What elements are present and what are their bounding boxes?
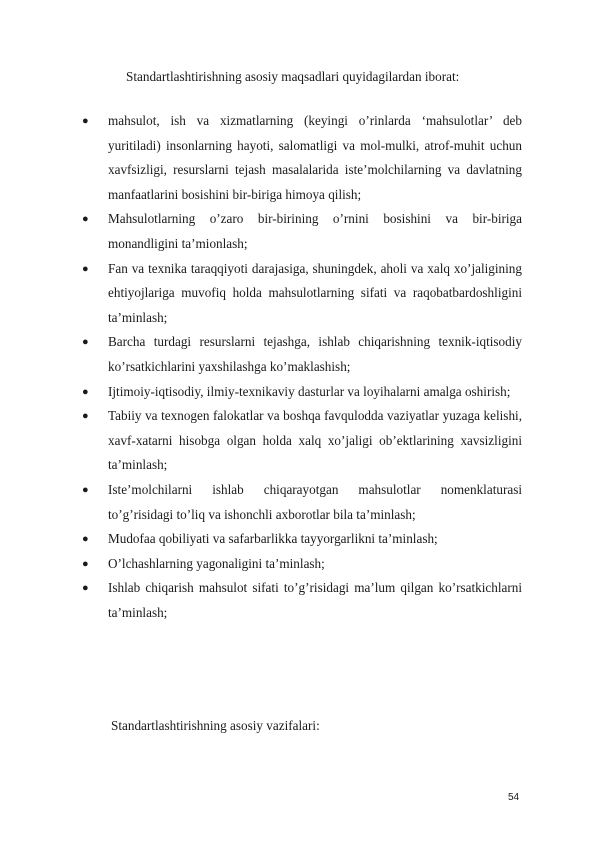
list-item-text: O’lchashlarning yagonaligini ta’minlash; [108,555,325,571]
list-item [81,527,522,552]
bullet-icon: ● [82,385,89,398]
list-item-text: Mudofaa qobiliyati va safarbarlikka tayyorgarlikni ta’minlash; [108,531,438,547]
list-item [81,576,522,625]
goals-list [81,109,522,625]
section-heading-tasks: Standartlashtirishning asosiy vazifalari: [111,718,320,733]
intro-paragraph: Standartlashtirishning asosiy maqsadlari quyidagilardan iborat: [126,69,460,84]
page-number: 54 [508,792,520,803]
list-item-text: Iste’molchilarni ishlab chiqarayotgan mahsulotlar nomenklaturasi to’g’risidagi to’liq va ishonchli axborotlar bila ta’minlash; [108,481,522,522]
bullet-icon: ● [82,336,89,349]
bullet-icon: ● [82,533,89,546]
list-item-text: Fan va texnika taraqqiyoti darajasiga, shuningdek, aholi va xalq xo’jaligining ehtiyojlariga muvofiq holda mahsulotlarning sifati va raqobatbardoshligini ta’minlash; [108,260,522,325]
list-item [81,330,522,379]
list-item-text: Ijtimoiy-iqtisodiy, ilmiy-texnikaviy dasturlar va loyihalarni amalga oshirish; [108,383,511,399]
list-item [81,109,522,207]
bullet-icon: ● [82,557,89,570]
bullet-icon: ● [82,582,89,595]
bullet-icon: ● [82,410,89,423]
bullet-icon: ● [82,115,89,127]
list-item [81,257,522,331]
list-item-text: Mahsulotlarning o’zaro bir-birining o’rnini bosishini va bir-biriga monandligini ta’mionlash; [108,211,522,251]
list-item [81,207,522,256]
list-item [81,380,522,405]
list-item [81,478,522,527]
list-item-text: Ishlab chiqarish mahsulot sifati to’g’risidagi ma’lum qilgan ko’rsatkichlarni ta’minlash; [108,580,522,620]
list-item [81,552,522,577]
list-item-text: Tabiiy va texnogen falokatlar va boshqa favqulodda vaziyatlar yuzaga kelishi, xavf-xatarni hisobga olgan holda xalq xo’jaligi ob’ektlarining xavsizligini ta’minlash; [108,408,522,473]
list-item-text: mahsulot, ish va xizmatlarning (keyingi o’rinlarda ‘mahsulotlar’ deb yuritiladi) insonlarning hayoti, salomatligi va mol-mulki, atrof-muhit uchun xavfsizligi, resurslarni tejash masalalarida iste’molchilarning va davlatning manfaatlarini bosishini bir-biriga himoya qilish; [108,113,522,202]
list-item-text: Barcha turdagi resurslarni tejashga, ishlab chiqarishning texnik-iqtisodiy ko’rsatkichlarini yaxshilashga ko’maklashish; [108,334,522,374]
bullet-icon: ● [82,483,89,496]
bullet-icon: ● [82,213,89,226]
bullet-icon: ● [82,262,89,275]
list-item [81,404,522,478]
